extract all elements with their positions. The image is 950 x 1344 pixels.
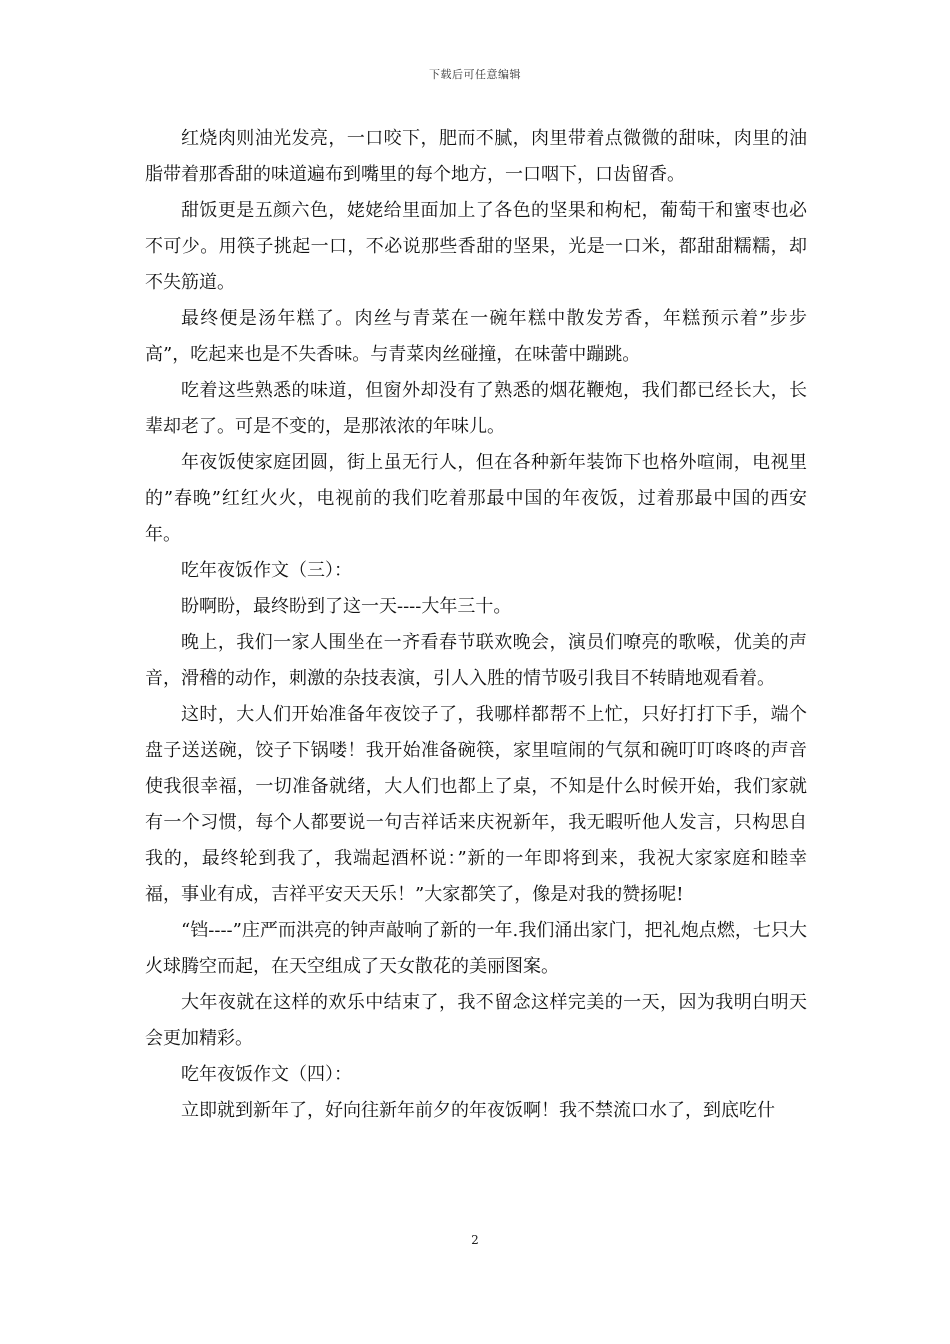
paragraph: 立即就到新年了，好向往新年前夕的年夜饭啊！我不禁流口水了，到底吃什	[181, 1100, 775, 1121]
paragraph: 红烧肉则油光发亮，一口咬下，肥而不腻，肉里带着点微微的甜味，肉里的油脂带着那香甜的味道遍布到嘴里的每个地方，一口咽下，口齿留香。	[145, 128, 807, 185]
paragraph: 最终便是汤年糕了。肉丝与青菜在一碗年糕中散发芳香，年糕预示着”步步高”，吃起来也是不失香味。与青菜肉丝碰撞，在味蕾中蹦跳。	[145, 308, 807, 365]
paragraph: 晚上，我们一家人围坐在一齐看春节联欢晚会，演员们嘹亮的歌喉，优美的声音，滑稽的动作，刺激的杂技表演，引人入胜的情节吸引我目不转睛地观看着。	[145, 632, 807, 689]
paragraph: 这时，大人们开始准备年夜饺子了，我哪样都帮不上忙，只好打打下手，端个盘子送送碗，饺子下锅喽！我开始准备碗筷，家里喧闹的气氛和碗叮叮咚咚的声音使我很幸福，一切准备就绪，大人们也都上了桌，不知是什么时候开始，我们家就有一个习惯，每个人都要说一句吉祥话来庆祝新年，我无暇听他人发言，只构思自我的，最终轮到我了，我端起酒杯说：”新的一年即将到来，我祝大家家庭和睦幸福，事业有成，吉祥平安天天乐！”大家都笑了，像是对我的赞扬呢!	[145, 704, 807, 905]
page-header: 下载后可任意编辑	[429, 68, 521, 81]
paragraph: 甜饭更是五颜六色，姥姥给里面加上了各色的坚果和枸杞，葡萄干和蜜枣也必不可少。用筷子挑起一口，不必说那些香甜的坚果，光是一口米，都甜甜糯糯，却不失筋道。	[145, 200, 807, 293]
paragraph: 年夜饭使家庭团圆，街上虽无行人，但在各种新年装饰下也格外喧闹，电视里的”春晚”红红火火，电视前的我们吃着那最中国的年夜饭，过着那最中国的西安年。	[145, 452, 807, 545]
paragraph: 吃着这些熟悉的味道，但窗外却没有了熟悉的烟花鞭炮，我们都已经长大，长辈却老了。可是不变的，是那浓浓的年味儿。	[145, 380, 807, 437]
page-body	[145, 121, 807, 1129]
paragraph: 盼啊盼，最终盼到了这一天----大年三十。	[181, 596, 512, 617]
section-heading: 吃年夜饭作文（三）：	[181, 560, 352, 581]
section-heading: 吃年夜饭作文（四）：	[181, 1064, 352, 1085]
page-number: 2	[471, 1233, 479, 1247]
paragraph: “铛----”庄严而洪亮的钟声敲响了新的一年.我们涌出家门，把礼炮点燃，七只大火球腾空而起，在天空组成了天女散花的美丽图案。	[145, 920, 807, 977]
paragraph: 大年夜就在这样的欢乐中结束了，我不留念这样完美的一天，因为我明白明天会更加精彩。	[145, 992, 807, 1049]
